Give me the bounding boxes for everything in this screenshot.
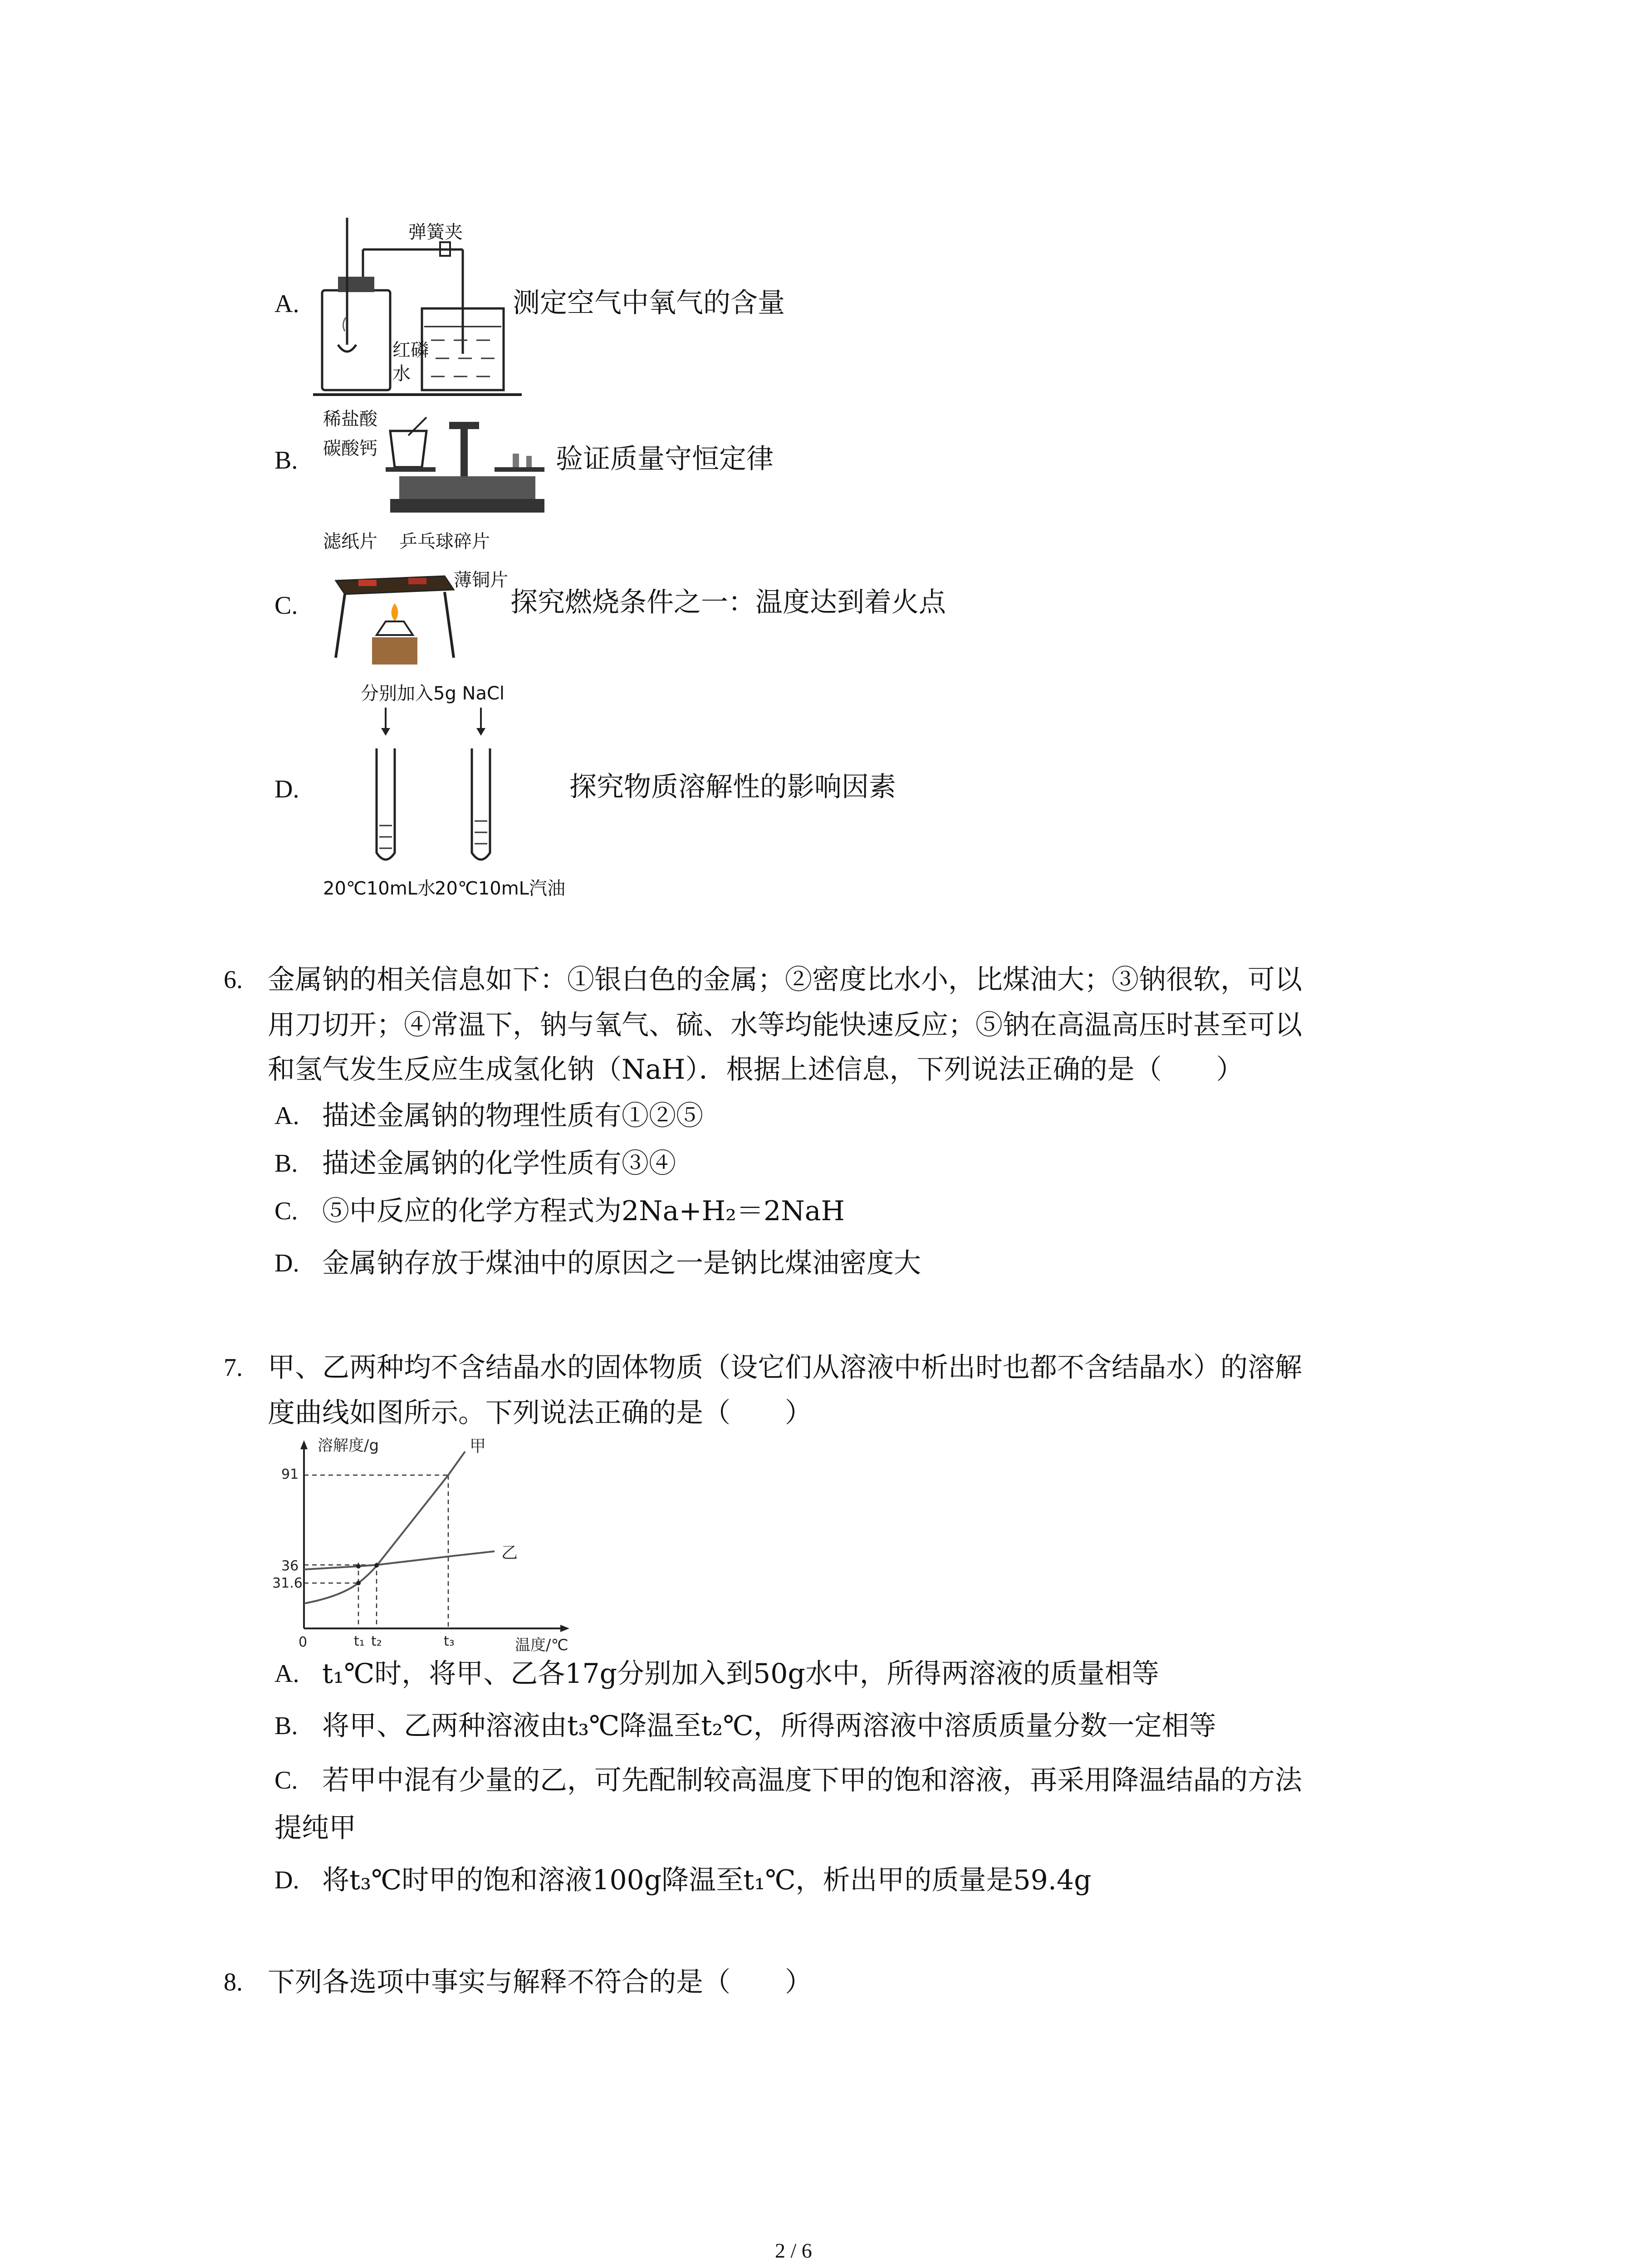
label-calcium-carbonate: 碳酸钙 (323, 438, 377, 459)
q5-option-b-balance (381, 408, 554, 517)
page-number: 2 / 6 (775, 2239, 812, 2262)
series-yi-label: 乙 (501, 1544, 518, 1562)
q7-option-c-text[interactable]: 若甲中混有少量的乙，可先配制较高温度下甲的饱和溶液，再采用降温结晶的方法 (322, 1765, 1302, 1796)
y-tick-36: 36 (281, 1558, 299, 1574)
point-t1-jia (356, 1581, 361, 1585)
q6-stem-line-2: 用刀切开；④常温下，钠与氧气、硫、水等均能快速反应；⑤钠在高温高压时甚至可以 (268, 1009, 1302, 1041)
q5-option-a-text: 测定空气中氧气的含量 (513, 287, 785, 319)
q7-option-d-text[interactable]: 将t₃℃时甲的饱和溶液100g降温至t₁℃，析出甲的质量是59.4g (322, 1864, 1092, 1896)
q5-option-c-text: 探究燃烧条件之一：温度达到着火点 (510, 587, 946, 618)
label-dilute-hcl: 稀盐酸 (323, 409, 377, 430)
label-red-phosphorus: 红磷 (392, 340, 429, 361)
label-pingpong: 乒乓球碎片 (399, 531, 490, 552)
x-tick-t3: t₃ (444, 1633, 455, 1649)
point-t2-intersection (374, 1563, 379, 1568)
series-jia-curve (304, 1452, 465, 1603)
label-filter-paper: 滤纸片 (323, 531, 377, 552)
q5-option-b-text: 验证质量守恒定律 (556, 443, 774, 475)
series-yi-curve (304, 1551, 495, 1569)
q5-option-d-test-tubes (363, 708, 508, 871)
q7-option-c-text-cont[interactable]: 提纯甲 (274, 1812, 356, 1844)
q6-option-a-text[interactable]: 描述金属钠的物理性质有①②⑤ (322, 1100, 703, 1132)
label-gasoline-tube: 20℃10mL汽油 (435, 878, 565, 899)
q5-option-a-letter: A. (274, 290, 299, 318)
q7-number: 7. (224, 1354, 243, 1382)
y-axis-label: 溶解度/g (318, 1437, 379, 1455)
q6-option-b-text[interactable]: 描述金属钠的化学性质有③④ (322, 1148, 676, 1179)
q7-option-c-letter[interactable]: C. (274, 1766, 298, 1794)
y-tick-31-6: 31.6 (272, 1575, 303, 1591)
q7-option-d-letter[interactable]: D. (274, 1866, 299, 1894)
x-tick-t1: t₁ (354, 1633, 365, 1649)
label-water-tube: 20℃10mL水 (323, 878, 436, 899)
q8-number: 8. (224, 1968, 243, 1996)
q7-stem-line-2: 度曲线如图所示。下列说法正确的是（ ） (268, 1397, 812, 1429)
q5-option-b-letter: B. (274, 446, 298, 474)
x-axis-label: 温度/℃ (515, 1636, 568, 1654)
label-add-nacl: 分别加入5g NaCl (361, 683, 505, 704)
q7-option-a-letter[interactable]: A. (274, 1660, 299, 1688)
q5-option-c-combustion-setup (327, 567, 463, 676)
origin-label: 0 (299, 1634, 308, 1650)
label-spring-clip: 弹簧夹 (408, 222, 463, 243)
label-water: 水 (392, 363, 411, 384)
q6-option-b-letter[interactable]: B. (274, 1149, 298, 1178)
q7-option-a-text[interactable]: t₁℃时，将甲、乙各17g分别加入到50g水中，所得两溶液的质量相等 (322, 1658, 1159, 1690)
q5-option-d-text: 探究物质溶解性的影响因素 (569, 771, 896, 803)
q8-stem: 下列各选项中事实与解释不符合的是（ ） (268, 1966, 812, 1998)
q6-option-c-text[interactable]: ⑤中反应的化学方程式为2Na+H₂＝2NaH (322, 1195, 845, 1227)
q7-stem-line-1: 甲、乙两种均不含结晶水的固体物质（设它们从溶液中析出时也都不含结晶水）的溶解 (268, 1352, 1302, 1383)
q5-option-c-letter: C. (274, 591, 298, 620)
q7-option-b-text[interactable]: 将甲、乙两种溶液由t₃℃降温至t₂℃，所得两溶液中溶质质量分数一定相等 (322, 1710, 1216, 1742)
q6-option-c-letter[interactable]: C. (274, 1197, 298, 1225)
label-copper-sheet: 薄铜片 (454, 570, 508, 591)
x-tick-t2: t₂ (371, 1633, 382, 1649)
q6-option-a-letter[interactable]: A. (274, 1102, 299, 1130)
q6-stem-line-3: 和氢气发生反应生成氢化钠（NaH）．根据上述信息，下列说法正确的是（ ） (268, 1054, 1244, 1085)
q6-number: 6. (224, 966, 243, 994)
y-tick-91: 91 (281, 1466, 299, 1482)
q5-option-d-letter: D. (274, 775, 299, 803)
point-t1-yi (356, 1564, 361, 1569)
q7-option-b-letter[interactable]: B. (274, 1712, 298, 1740)
solubility-chart (263, 1433, 608, 1656)
q6-option-d-text[interactable]: 金属钠存放于煤油中的原因之一是钠比煤油密度大 (322, 1247, 921, 1279)
q6-option-d-letter[interactable]: D. (274, 1249, 299, 1277)
q6-stem-line-1: 金属钠的相关信息如下：①银白色的金属；②密度比水小，比煤油大；③钠很软，可以 (268, 964, 1302, 996)
series-jia-label: 甲 (470, 1437, 486, 1456)
